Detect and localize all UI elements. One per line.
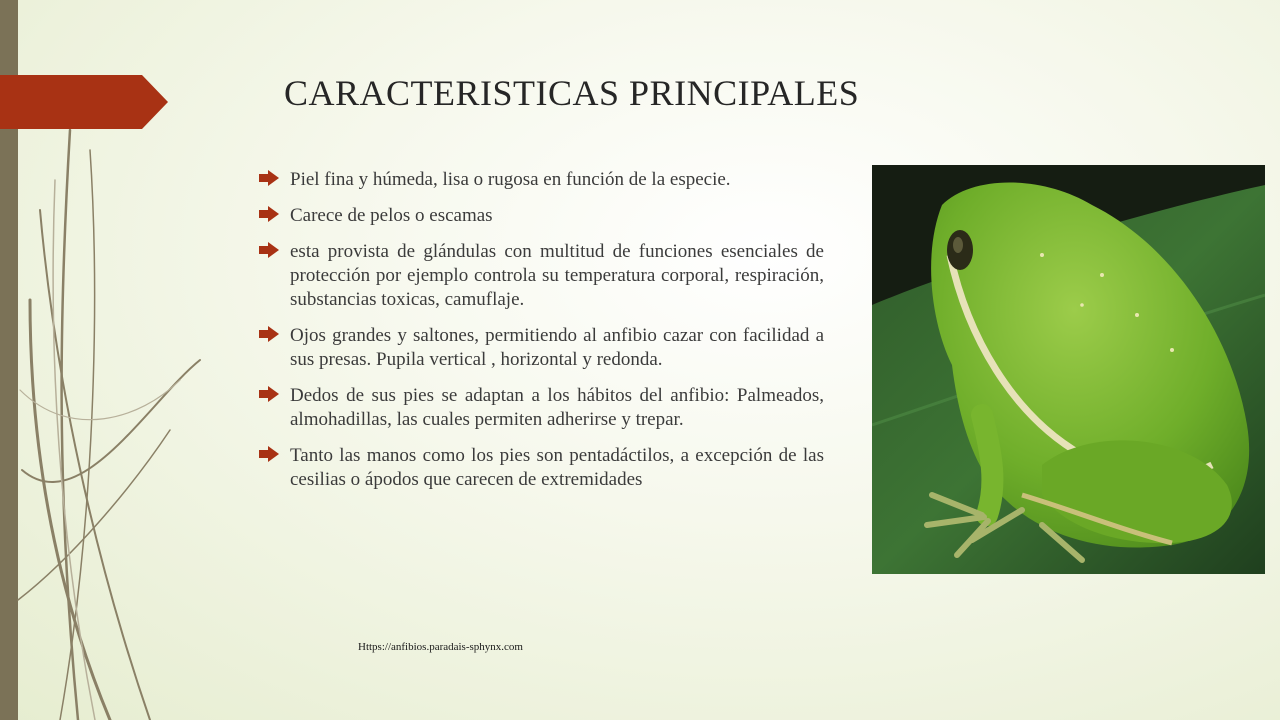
arrow-bullet-icon bbox=[258, 386, 280, 402]
bullet-item bbox=[258, 168, 824, 192]
arrow-bullet-icon bbox=[258, 242, 280, 258]
source-link[interactable]: Https://anfibios.paradais-sphynx.com bbox=[358, 641, 523, 653]
green-tree-frog-photo bbox=[872, 165, 1265, 574]
bullet-text: Ojos grandes y saltones, permitiendo al anfibio cazar con facilidad a sus presas. Pupila vertical , horizontal y redonda. bbox=[290, 325, 824, 370]
bullet-item bbox=[258, 324, 824, 372]
bullet-text: Carece de pelos o escamas bbox=[290, 205, 493, 226]
bullet-item bbox=[258, 240, 824, 312]
bullet-text: Tanto las manos como los pies son pentadáctilos, a excepción de las cesilias o ápodos que carecen de extremidades bbox=[290, 445, 824, 490]
bullet-item bbox=[258, 384, 824, 432]
bullet-text: Dedos de sus pies se adaptan a los hábitos del anfibio: Palmeados, almohadillas, las cuales permiten adherirse y trepar. bbox=[290, 385, 824, 430]
bullet-list bbox=[258, 168, 824, 504]
arrow-bullet-icon bbox=[258, 206, 280, 222]
frog-photo bbox=[872, 165, 1265, 574]
arrow-bullet-icon bbox=[258, 326, 280, 342]
bullet-item bbox=[258, 444, 824, 492]
bullet-item bbox=[258, 204, 824, 228]
bullet-text: Piel fina y húmeda, lisa o rugosa en función de la especie. bbox=[290, 169, 731, 190]
arrow-bullet-icon bbox=[258, 170, 280, 186]
slide-title: CARACTERISTICAS PRINCIPALES bbox=[284, 73, 860, 113]
bullet-text: esta provista de glándulas con multitud de funciones esenciales de protección por ejemplo controla su temperatura corporal, respiración, substancias toxicas, camuflaje. bbox=[290, 241, 824, 310]
title-ribbon bbox=[0, 75, 168, 129]
arrow-bullet-icon bbox=[258, 446, 280, 462]
